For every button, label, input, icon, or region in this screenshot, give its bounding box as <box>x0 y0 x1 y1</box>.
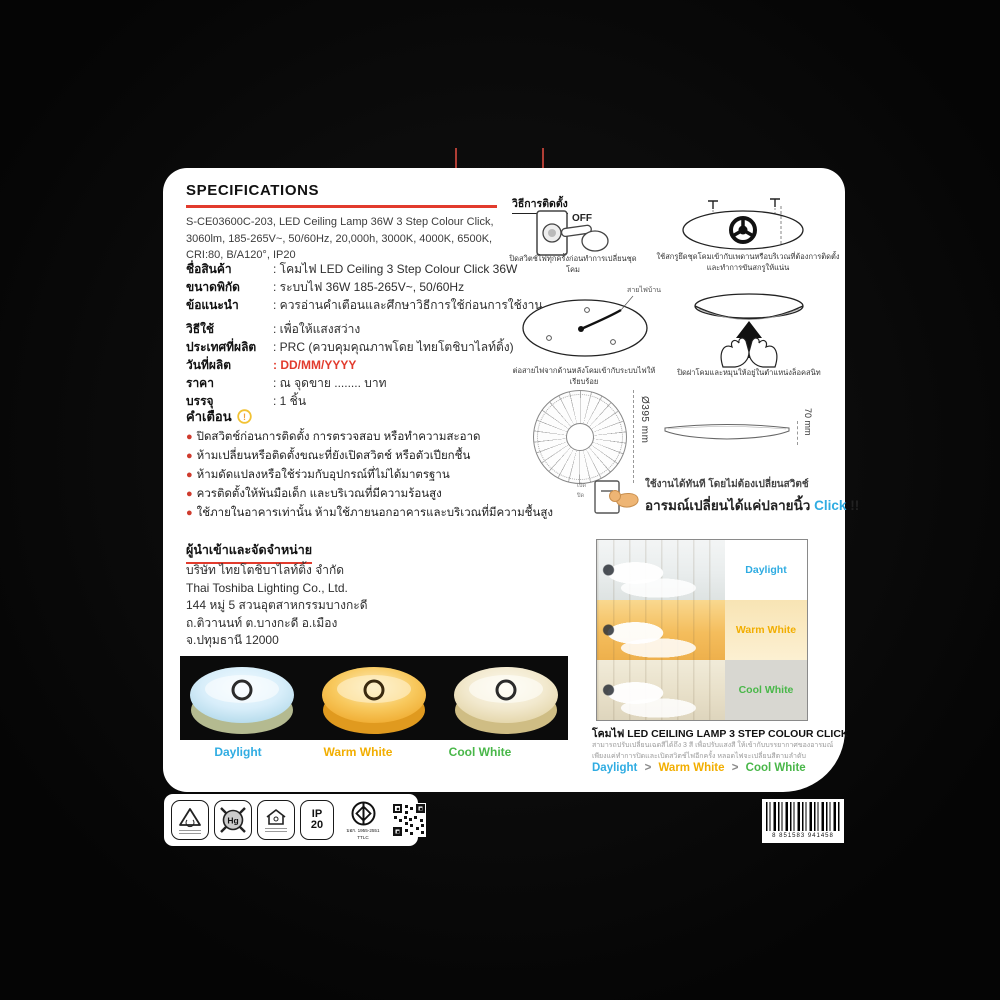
spec-label: ชื่อสินค้า <box>186 262 232 276</box>
spec-value: : PRC (ควบคุมคุณภาพโดย ไทยโตชิบาไลท์ติ้ง) <box>273 340 514 354</box>
recycle-icon <box>171 800 209 840</box>
click-line1: ใช้งานได้ทันที โดยไม่ต้องเปลี่ยนสวิตช์ <box>645 479 809 490</box>
bullet: ● <box>186 488 193 500</box>
warning-title: คำเตือน <box>186 409 232 424</box>
certification-strip <box>164 794 418 846</box>
red-divider <box>186 205 497 208</box>
top-view-diagram <box>533 390 627 484</box>
spec-label: วันที่ผลิต <box>186 358 232 372</box>
distributor-line: บริษัท ไทยโตชิบาไลท์ติ้ง จำกัด <box>186 563 345 577</box>
warning-icon <box>237 409 252 424</box>
lamp-image-warm-white <box>318 658 430 738</box>
spec-label: วิธีใช้ <box>186 322 215 336</box>
close-cover-icon <box>677 290 821 368</box>
tis-license: TTLC <box>357 834 369 840</box>
spec-label: ราคา <box>186 376 214 390</box>
install-step-caption: ปิดฝาโคมและหมุนให้อยู่ในตำแหน่งล็อคสนิท <box>677 368 821 377</box>
distributor-line: ถ.ติวานนท์ ต.บางกะดี อ.เมือง <box>186 615 338 630</box>
switch-on-label: เปิด <box>577 483 586 489</box>
product-desc-line: เพียงแค่ทำการปิดและเปิดสวิตช์ไฟอีกครั้ง หลอดไฟจะเปลี่ยนสีตามลำดับ <box>592 752 806 760</box>
ceiling-mount-icon <box>663 198 823 252</box>
spec-value: : โคมไฟ LED Ceiling 3 Step Colour Click 36W <box>273 262 518 276</box>
lamp-showcase <box>180 656 568 740</box>
lamp-image-cool-white <box>450 658 562 738</box>
install-step-caption: ใช้สกรูยึดชุดโคมเข้ากับเพดานหรือบริเวณที่ต้องการติดตั้ง และทำการขันสกรูให้แน่น <box>656 252 840 272</box>
barcode-bars <box>766 802 840 831</box>
bullet: ● <box>186 431 193 443</box>
warning-item: ● ห้ามดัดแปลงหรือใช้ร่วมกับอุปกรณ์ที่ไม่ได้มาตรฐาน <box>186 469 450 481</box>
spec-value: : เพื่อให้แสงสว่าง <box>273 322 361 336</box>
spec-value: : 1 ชิ้น <box>273 394 307 408</box>
spec-value: : ณ จุดขาย ........ บาท <box>273 376 387 390</box>
warning-item: ● ใช้ภายในอาคารเท่านั้น ห้ามใช้ภายนอกอาคารและบริเวณที่มีความชื้นสูง <box>186 507 553 519</box>
wiring-icon <box>515 280 665 364</box>
product-desc-line: สามารถปรับเปลี่ยนเฉดสีได้ถึง 3 สี เพื่อปรับแสงสี ให้เข้ากับบรรยากาศของอารมณ์ <box>592 742 834 749</box>
dimension-guide <box>633 390 634 483</box>
warning-item: ● ปิดสวิตช์ก่อนการติดตั้ง การตรวจสอบ หรือทำความสะอาด <box>186 431 481 443</box>
product-title: โคมไฟ LED CEILING LAMP 3 STEP COLOUR CLICK <box>592 728 849 740</box>
click-word: Click <box>814 498 847 513</box>
click-line2: อารมณ์เปลี่ยนได้แค่ปลายนิ้ว Click !! <box>645 498 860 513</box>
bullet: ● <box>186 450 193 462</box>
room-mode-label: Cool White <box>725 660 807 720</box>
install-step-caption: ปิดสวิตช์ไฟทุกครั้งก่อนทำการเปลี่ยนชุดโคม <box>509 254 637 274</box>
spec-label: ข้อแนะนำ <box>186 298 239 312</box>
distributor-line: Thai Toshiba Lighting Co., Ltd. <box>186 580 348 595</box>
spec-label: บรรจุ <box>186 394 214 408</box>
warning-item: ● ห้ามเปลี่ยนหรือติดตั้งขณะที่ยังเปิดสวิตช์ หรือตัวเปียกชื้น <box>186 450 471 462</box>
room-photo <box>597 540 725 600</box>
svg-text:OFF: OFF <box>572 213 592 224</box>
panel-card <box>163 168 860 792</box>
spec-summary: S-CE03600C-203, LED Ceiling Lamp 36W 3 Step Colour Click, 3060lm, 185-265V~, 50/60Hz, 20,000h, 3000K, 4000K, 6500K, CRI:80, B/A120°, IP20 <box>186 216 494 261</box>
distributor-line: จ.ปทุมธานี 12000 <box>186 633 279 648</box>
sequence-item: Daylight <box>592 762 638 774</box>
spec-label: ขนาดพิกัด <box>186 280 240 294</box>
sequence-separator: > <box>731 762 739 774</box>
specifications-title: SPECIFICATIONS <box>186 182 320 199</box>
bullet: ● <box>186 507 193 519</box>
bullet: ● <box>186 469 193 481</box>
light-switch-icon <box>577 478 641 520</box>
dimension-guide <box>797 421 798 445</box>
power-off-icon <box>523 208 619 260</box>
warning-list <box>186 428 553 523</box>
room-mode-label: Daylight <box>725 540 807 600</box>
height-label: 70 mm <box>803 408 813 436</box>
side-view-diagram <box>661 420 793 442</box>
tis-symbol <box>350 800 377 827</box>
svg-text:!: ! <box>242 412 246 422</box>
click-feature-text <box>645 477 865 516</box>
installation-title: วิธีการติดตั้ง <box>512 195 568 214</box>
indoor-use-icon <box>257 800 295 840</box>
tis-number: มอก. 1955-2551 <box>346 827 380 833</box>
room-photo <box>597 660 725 720</box>
ip20-badge: IP 20 <box>300 800 334 840</box>
barcode <box>762 799 844 843</box>
sequence-item: Cool White <box>745 762 806 774</box>
sequence-separator: > <box>644 762 652 774</box>
no-mercury-icon <box>214 800 252 840</box>
spec-label: ประเทศที่ผลิต <box>186 340 257 354</box>
switch-off-label: ปิด <box>577 493 585 499</box>
manufacture-date-value: : DD/MM/YYYY <box>273 358 357 372</box>
lamp-label-daylight: Daylight <box>214 745 262 759</box>
sequence-item: Warm White <box>658 762 725 774</box>
install-step-caption: ต่อสายไฟจากด้านหลังโคมเข้ากับระบบไฟให้เรียบร้อย <box>512 366 656 386</box>
warning-item: ● ควรติดตั้งให้พ้นมือเด็ก และบริเวณที่มีความร้อนสูง <box>186 488 442 500</box>
distributor-line: 144 หมู่ 5 สวนอุตสาหกรรมบางกะดี <box>186 598 368 613</box>
warning-header <box>186 406 252 427</box>
mode-sequence <box>592 762 806 774</box>
lamp-image-daylight <box>186 658 298 738</box>
room-preview <box>596 539 808 721</box>
room-mode-label: Warm White <box>725 600 807 660</box>
room-row-warm-white <box>597 600 807 660</box>
qr-code <box>392 803 426 837</box>
svg-text:สายไฟบ้าน: สายไฟบ้าน <box>627 287 661 294</box>
lamp-label-warm-white: Warm White <box>323 745 393 759</box>
svg-text:Hg: Hg <box>227 815 239 826</box>
distributor-title: ผู้นำเข้าและจัดจำหน่าย <box>186 540 312 564</box>
spec-value: : ระบบไฟ 36W 185-265V~, 50/60Hz <box>273 280 465 294</box>
spec-value: : ควรอ่านคำเตือนและศึกษาวิธีการใช้ก่อนการใช้งาน <box>273 298 543 312</box>
room-row-cool-white <box>597 660 807 720</box>
product-description <box>592 741 833 763</box>
room-row-daylight <box>597 540 807 600</box>
room-photo <box>597 600 725 660</box>
lamp-label-cool-white: Cool White <box>448 745 512 759</box>
distributor-address <box>186 562 368 650</box>
barcode-digits: 8 851583 941458 <box>772 833 834 839</box>
diameter-label: Ø395 mm <box>639 396 650 444</box>
tis-mark <box>339 800 387 840</box>
